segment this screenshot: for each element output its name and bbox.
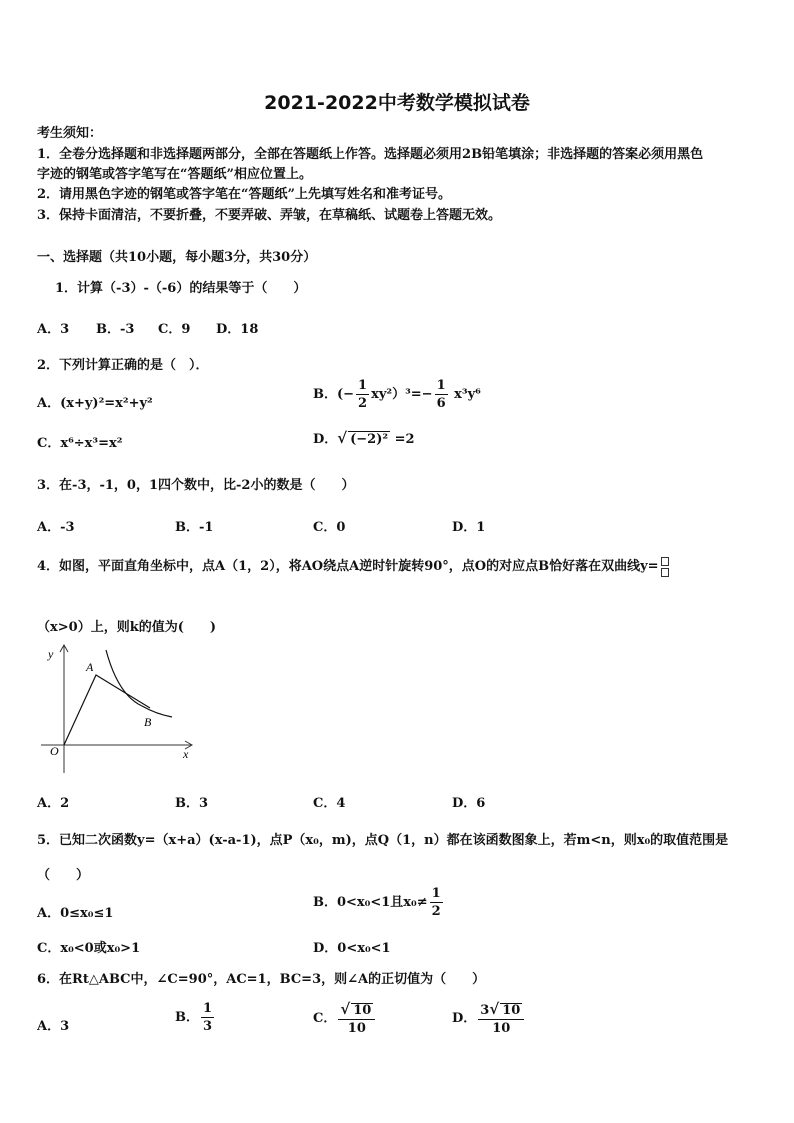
q6-option-b (175, 1002, 216, 1033)
q2-d-prefix: D． (313, 432, 338, 447)
coefficient: 3 (480, 1003, 490, 1018)
fraction-placeholder (661, 557, 669, 577)
q2-b-middle: xy²）³=− (371, 387, 433, 402)
q3-stem: 3．在-3，-1，0，1四个数中，比-2小的数是（ ） (37, 478, 355, 493)
q3-option-b: B．-1 (175, 520, 214, 535)
fraction (201, 1002, 214, 1033)
point-a-label: A (86, 660, 94, 674)
q6-option-a: A．3 (37, 1019, 70, 1034)
q5-option-a: A．0≤x₀≤1 (37, 906, 114, 921)
q5-option-d: D．0<x₀<1 (313, 941, 391, 956)
segment-o-a-b (64, 675, 150, 745)
q4-stem-text: 4．如图，平面直角坐标中，点A（1，2），将AO绕点A逆时针旋转90°，点O的对应点B恰好落在双曲线y= (37, 559, 659, 574)
radical-sign: √ (489, 1000, 500, 1018)
denominator: 2 (358, 396, 368, 411)
numerator: 1 (358, 378, 368, 393)
q2-b-prefix: B．(− (313, 387, 355, 402)
q3-option-a: A．-3 (37, 520, 75, 535)
y-axis-label: y (48, 647, 54, 661)
q3-option-d: D．1 (452, 520, 486, 535)
origin-label: O (50, 744, 59, 758)
q1-stem: 1．计算（-3）-（-6）的结果等于（ ） (55, 281, 307, 296)
q4-option-b: B．3 (175, 796, 209, 811)
q5-option-b (313, 887, 445, 918)
q4-option-d: D．6 (452, 796, 486, 811)
q2-option-a: A．(x+y)²=x²+y² (37, 396, 153, 411)
q6-b-prefix: B． (175, 1010, 199, 1025)
q1-option-b: B．-3 (96, 322, 135, 337)
notice-heading: 考生须知： (37, 126, 103, 141)
q1-option-c: C．9 (158, 322, 191, 337)
denominator: 10 (347, 1021, 366, 1036)
page-title: 2021-2022中考数学模拟试卷 (264, 92, 530, 114)
section-heading: 一、选择题（共10小题，每小题3分，共30分） (37, 250, 317, 265)
q6-option-d (452, 1002, 526, 1035)
numerator (338, 1002, 375, 1020)
point-b-label: B (144, 715, 152, 729)
numerator: 1 (436, 378, 446, 393)
q4-stem-2: （x>0）上，则k的值为( ) (37, 620, 216, 635)
q5-stem: 5．已知二次函数y=（x+a）(x-a-1)，点P（x₀，m)，点Q（1，n）都在该函数图象上，若m<n，则x₀的取值范围是 (37, 833, 729, 848)
q6-stem: 6．在Rt△ABC中，∠C=90°，AC=1，BC=3，则∠A的正切值为（ ） (37, 972, 486, 987)
fraction (356, 379, 369, 410)
notice-line-2: 2．请用黑色字迹的钢笔或答字笔在“答题纸”上先填写姓名和准考证号。 (37, 187, 452, 202)
fraction (338, 1002, 375, 1035)
q4-option-a: A．2 (37, 796, 70, 811)
q4-option-c: C．4 (313, 796, 346, 811)
q1-option-d: D．18 (216, 322, 259, 337)
notice-line-1: 1．全卷分选择题和非选择题两部分，全部在答题纸上作答。选择题必须用2B铅笔填涂；非选择题的答案必须用黑色 (37, 147, 704, 162)
radical-sign: √ (337, 429, 348, 447)
numerator (478, 1002, 524, 1020)
q6-option-c (313, 1002, 377, 1035)
numerator: 1 (431, 886, 441, 901)
notice-line-3: 3．保持卡面清洁，不要折叠，不要弄破、弄皱，在草稿纸、试题卷上答题无效。 (37, 208, 502, 223)
q2-option-b (313, 379, 481, 410)
placeholder-box (661, 568, 669, 577)
q1-option-a: A．3 (37, 322, 70, 337)
notice-line-1b: 字迹的钢笔或答字笔写在“答题纸”相应位置上。 (37, 167, 312, 182)
numerator: 1 (203, 1001, 213, 1016)
q2-option-c: C．x⁶÷x³=x² (37, 436, 123, 451)
radicand: 10 (353, 1003, 372, 1018)
radical-sign: √ (340, 1000, 351, 1018)
q4-coordinate-graph (36, 640, 196, 775)
q3-option-c: C．0 (313, 520, 346, 535)
denominator: 6 (436, 396, 446, 411)
fraction (430, 887, 443, 918)
x-axis-label: x (183, 747, 189, 761)
placeholder-box (661, 557, 669, 566)
q5-b-prefix: B．0<x₀<1且x₀≠ (313, 895, 428, 910)
q2-stem: 2．下列计算正确的是（ ）． (37, 358, 209, 373)
q6-c-prefix: C． (313, 1011, 337, 1026)
q5-stem-2: （ ） (37, 868, 90, 883)
fraction (478, 1002, 524, 1035)
q2-d-suffix: =2 (394, 432, 415, 447)
q6-d-prefix: D． (452, 1011, 477, 1026)
q5-option-c: C．x₀<0或x₀>1 (37, 941, 141, 956)
q2-b-suffix: x³y⁶ (454, 387, 481, 402)
radicand: (−2)² (350, 432, 389, 447)
q4-stem (37, 555, 671, 577)
fraction (435, 379, 448, 410)
denominator: 3 (203, 1019, 213, 1034)
q2-option-d (313, 428, 415, 447)
denominator: 10 (492, 1021, 511, 1036)
radicand: 10 (502, 1003, 521, 1018)
denominator: 2 (431, 904, 441, 919)
hyperbola-curve (106, 650, 172, 717)
